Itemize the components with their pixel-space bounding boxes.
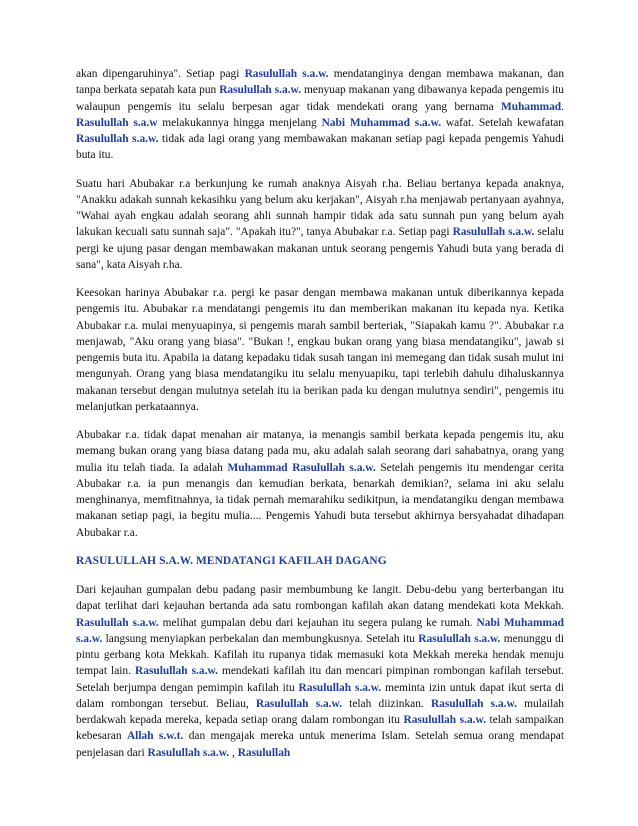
text-run: menyuap makanan yang dibawanya kepada pengemis itu walaupun pengemis itu selalu berpesan agar tidak mendekati orang yang bernama	[76, 84, 564, 113]
text-run: menunggu di pintu gerbang kota Mekkah. Kafilah itu rupanya tidak memasuki kota Mekkah mereka hendak menuju tempat lain.	[76, 632, 564, 678]
text-run: Abubakar r.a. tidak dapat menahan air matanya, ia menangis sambil berkata kepada pengemis itu, aku memang bukan orang yang biasa datang pada mu, aku adalah salah seorang dari sahabatnya, orang yang mulia itu telah tiada. Ia adalah	[76, 429, 564, 474]
text-run: Setelah pengemis itu mendengar cerita Abubakar r.a. ia pun menangis dan kemudian berkata, benarkah demikian?, selama ini aku selalu menghinanya, memfitnahnya, ia tidak pernah memarahiku sedikitpun, ia mendatangiku dengan membawa makanan setiap pagi, ia begitu mulia.... Pengemis Yahudi buta tersebut akhirnya bersyahadat dihadapan Abubakar r.a.	[76, 461, 564, 539]
text-run: akan dipengaruhinya". Setiap pagi	[76, 68, 245, 80]
text-run: mendekati kafilah itu dan mencari pimpinan rombongan kafilah tersebut. Setelah berjumpa dengan pemimpin kafilah itu	[76, 665, 564, 694]
paragraph-p1	[76, 66, 564, 164]
highlighted-name: Rasulullah s.a.w.	[219, 84, 301, 97]
text-run: dan mengajak mereka untuk menerima Islam. Setelah semua orang mendapat penjelasan dari	[76, 730, 564, 759]
text-run: Suatu hari Abubakar r.a berkunjung ke rumah anaknya Aisyah r.ha. Beliau bertanya kepada anaknya, "Anakku adakah sunnah kekasihku yang belum aku kerjakan", Aisyah r.ha menjawab pertanyaan ayahnya, "Wahai ayah engkau adalah seorang ahli sunnah hampir tidak ada satu sunnah pun yang belum ayah lakukan kecuali satu sunnah saja". "Apakah itu?", tanya Abubakar r.a. Setiap pagi	[76, 177, 564, 239]
highlighted-name: Allah s.w.t.	[126, 730, 184, 743]
highlighted-name: Rasulullah s.a.w.	[403, 714, 486, 726]
highlighted-name: Muhammad Rasulullah s.a.w.	[227, 461, 376, 474]
highlighted-name: Rasulullah s.a.w.	[76, 133, 159, 145]
highlighted-name: Rasulullah s.a.w.	[298, 681, 382, 694]
text-run: mendatanginya dengan membawa makanan, dan tanpa berkata sepatah kata pun	[76, 68, 565, 97]
paragraph-p4	[76, 427, 564, 541]
text-run: .	[561, 100, 564, 113]
text-run: melihat gumpalan debu dari kejauhan itu segera pulang ke rumah.	[158, 616, 477, 629]
text-run: telah diizinkan.	[341, 697, 431, 710]
text-run: ,	[229, 746, 238, 759]
highlighted-name: Rasulullah	[237, 746, 291, 759]
highlighted-name: Nabi Muhammad s.a.w.	[321, 116, 442, 129]
highlighted-name: Rasulullah s.a.w.	[452, 226, 535, 239]
section-heading	[76, 553, 564, 569]
text-run: langsung menyiapkan perbekalan dan membungkusnya. Setelah itu	[102, 632, 419, 645]
text-run: selalu pergi ke ujung pasar dengan membawakan makanan untuk seorang pengemis Yahudi buta yang berada di sana", kata Aisyah r.ha.	[76, 226, 564, 271]
highlighted-name: Rasulullah s.a.w.	[430, 697, 517, 710]
text-run: meminta izin untuk dapat ikut serta di dalam rombongan tersebut. Beliau,	[76, 681, 564, 710]
highlighted-name: Rasulullah s.a.w.	[76, 616, 159, 629]
text-run: wafat. Setelah kewafatan	[441, 116, 564, 129]
text-run: melakukannya hingga menjelang	[157, 116, 322, 129]
highlighted-name: Rasulullah s.a.w.	[255, 697, 342, 710]
text-run: Dari kejauhan gumpalan debu padang pasir membumbung ke langit. Debu-debu yang berterbangan itu dapat terlihat dari kejauhan bertanda ada satu rombongan kafilah akan datang mendekati kota Mekkah.	[76, 584, 564, 613]
highlighted-name: Rasulullah s.a.w.	[244, 68, 329, 80]
highlighted-name: Nabi Muhammad s.a.w.	[76, 616, 564, 645]
text-run: Keesokan harinya Abubakar r.a. pergi ke pasar dengan membawa makanan untuk diberikannya kepada pengemis itu. Abubakar r.a mendatangi pengemis itu dan memberikan makanan itu kepada nya. Ketika Abubakar r.a. mulai menyuapinya, si pengemis marah sambil berteriak, "Siapakah kamu ?". Abubakar r.a menjawab, "Aku orang yang biasa". "Bukan !, engkau bukan orang yang biasa mendatangiku", jawab si pengemis buta itu. Apabila ia datang kepadaku tidak susah tangan ini memegang dan tidak susah mulut ini mengunyah. Orang yang biasa mendatangiku itu selalu menyuapiku, tapi terlebih dahulu dihaluskannya makanan tersebut dengan mulutnya setelah itu ia berikan pada ku dengan mulutnya sendiri", pengemis itu melanjutkan perkataannya.	[76, 287, 564, 413]
text-run: telah sampaikan kebesaran	[76, 714, 564, 743]
paragraph-p3	[76, 285, 564, 415]
highlighted-name: Rasulullah s.a.w.	[418, 632, 501, 645]
document-page	[76, 66, 564, 761]
highlighted-name: Rasulullah s.a.w	[76, 116, 158, 129]
text-run: tidak ada lagi orang yang membawakan makanan setiap pagi kepada pengemis Yahudi buta itu.	[76, 133, 564, 162]
highlighted-name: Rasulullah s.a.w.	[147, 746, 230, 759]
text-run: mulailah berdakwah kepada mereka, kepada setiap orang dalam rombongan itu	[76, 697, 564, 726]
highlighted-name: Muhammad	[501, 100, 562, 113]
paragraph-p2	[76, 176, 564, 274]
text-run: RASULULLAH S.A.W. MENDATANGI KAFILAH DAGANG	[76, 554, 387, 567]
highlighted-name: Rasulullah s.a.w.	[135, 665, 218, 678]
paragraph-p5	[76, 582, 564, 761]
